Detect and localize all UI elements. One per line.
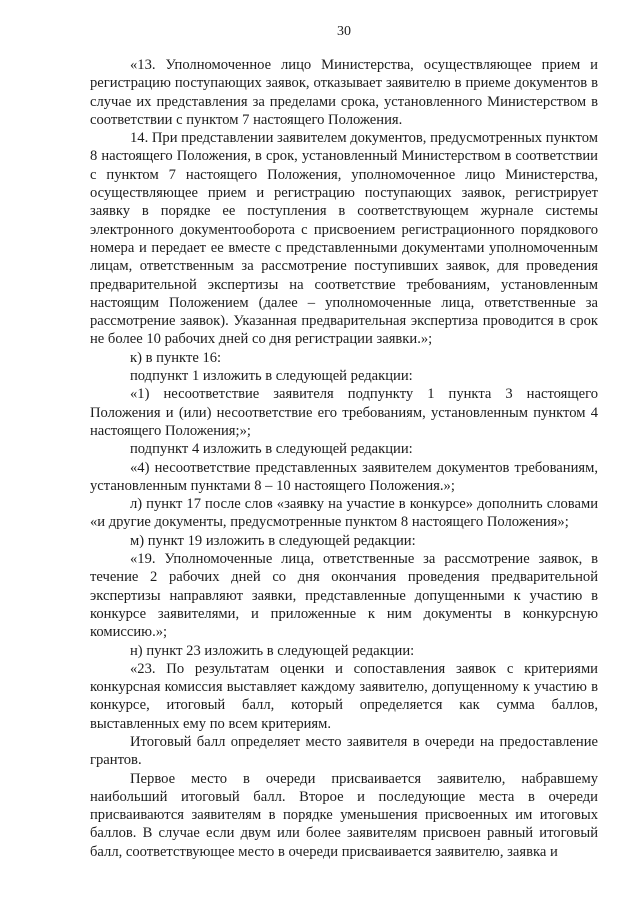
paragraph-subpoint-4: «4) несоответствие представленных заявителем документов требованиям, установленным пунктами 8 – 10 настоящего Положения.»; <box>90 459 598 494</box>
paragraph-m: м) пункт 19 изложить в следующей редакции: <box>130 532 416 549</box>
paragraph-23: «23. По результатам оценки и сопоставления заявок с критериями конкурсная комиссия выставляет каждому заявителю, допущенному к участию в конкурсе, итоговый балл, который определяется как сумма баллов, выставленных ему по всем критериям. <box>90 660 598 732</box>
paragraph-k: к) в пункте 16: <box>130 349 222 366</box>
paragraph-subpoint-1-intro: подпункт 1 изложить в следующей редакции: <box>130 368 413 385</box>
paragraph-13: «13. Уполномоченное лицо Министерства, осуществляющее прием и регистрацию поступающих заявок, отказывает заявителю в приеме документов в случае их представления за пределами срока, установленного Министерством в соответствии с пунктом 7 настоящего Положения. <box>90 57 598 128</box>
page-number: 30 <box>337 24 351 39</box>
paragraph-l: л) пункт 17 после слов «заявку на участие в конкурсе» дополнить словами «и другие документы, предусмотренные пунктом 8 настоящего Положения»; <box>90 496 598 531</box>
paragraph-subpoint-1: «1) несоответствие заявителя подпункту 1 пункта 3 настоящего Положения и (или) несоответствие его требованиям, установленным пунктом 4 настоящего Положения;»; <box>90 386 598 439</box>
paragraph-final-score: Итоговый балл определяет место заявителя в очереди на предоставление грантов. <box>90 733 598 769</box>
document-body <box>90 56 598 861</box>
paragraph-n: н) пункт 23 изложить в следующей редакции: <box>130 642 415 659</box>
paragraph-queue-order: Первое место в очереди присваивается заявителю, набравшему наибольший итоговый балл. Второе и последующие места в очереди присваиваются заявителям в порядке уменьшения присвоенных им итоговых баллов. В случае если двум или более заявителям присвоен равный итоговый балл, соответствующее место в очереди присваивается заявителю, заявка и <box>90 770 598 860</box>
paragraph-19: «19. Уполномоченные лица, ответственные за рассмотрение заявок, в течение 2 рабочих дней со дня окончания проведения предварительной экспертизы направляют заявки, представленные допущенными к участию в конкурсе заявителями, и приложенные к ним документы в конкурсную комиссию.»; <box>90 551 598 641</box>
paragraph-14: 14. При представлении заявителем документов, предусмотренных пунктом 8 настоящего Положения, в срок, установленный Министерством в соответствии с пунктом 7 настоящего Положения, уполномоченное лицо Министерства, осуществляющее прием и регистрацию поступающих заявок, регистрирует заявку в порядке ее поступления в соответствующем журнале системы электронного документооборота с присвоением регистрационного порядкового номера и передает ее вместе с представленными документами уполномоченным лицам, ответственным за рассмотрение поступивших заявок, для проведения предварительной экспертизы на соответствие требованиям, установленным настоящим Положением (далее – уполномоченные лица, ответственные за рассмотрение заявок). Указанная предварительная экспертиза проводится в срок не более 10 рабочих дней со дня регистрации заявки.»; <box>90 130 598 348</box>
paragraph-subpoint-4-intro: подпункт 4 изложить в следующей редакции: <box>130 441 413 458</box>
